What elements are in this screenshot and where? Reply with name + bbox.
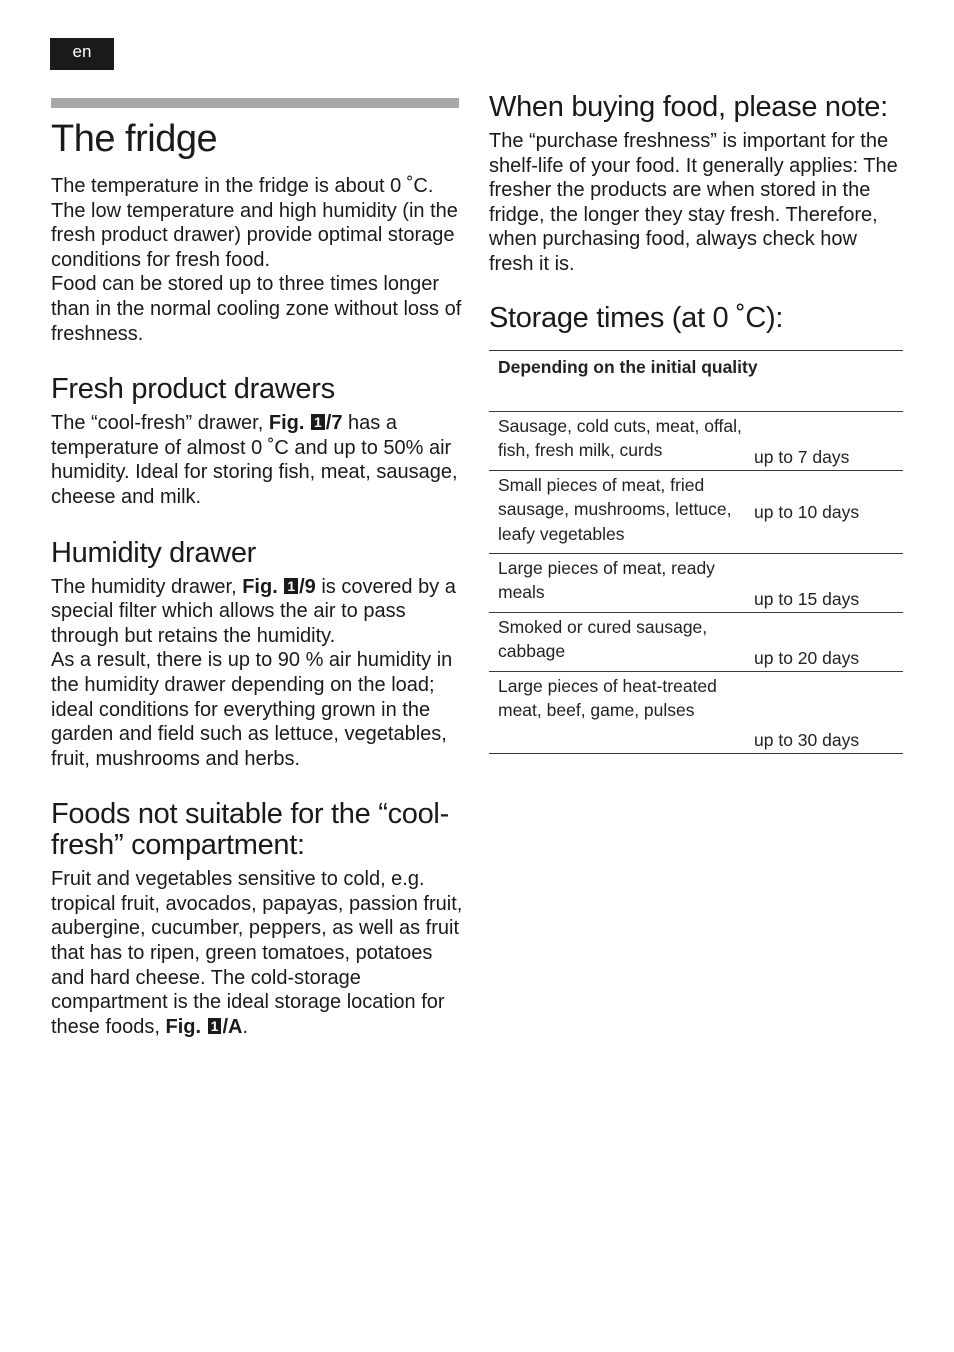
left-column <box>51 116 463 1039</box>
section-rule <box>51 98 459 108</box>
food-cell: Large pieces of meat, ready meals <box>498 557 715 603</box>
fresh-product-text <box>51 411 463 509</box>
table-row <box>489 553 903 612</box>
table-header-row <box>489 350 903 411</box>
days-cell: up to 10 days <box>754 502 860 523</box>
fig-label: Fig. <box>268 412 305 435</box>
table-row <box>489 470 903 553</box>
humidity-text <box>51 575 463 649</box>
days-cell: up to 20 days <box>754 648 860 669</box>
fig-label: Fig. <box>242 575 278 598</box>
food-cell: Sausage, cold cuts, meat, offal, fish, fresh milk, curds <box>498 415 742 461</box>
text-run: Fruit and vegetables sensitive to cold, e.g. tropical fruit, avocados, papayas, passion fruit, aubergine, cucumber, peppers, as well as fruit that has to ripen, green tomatoes, potatoes and hard cheese. The cold-storage compartment is the ideal storage location for these foods, <box>51 868 463 1038</box>
text-run: The “cool-fresh” drawer, <box>51 412 269 435</box>
days-cell: up to 30 days <box>754 730 860 751</box>
right-column <box>489 92 903 754</box>
fig-reference: /A <box>222 1015 243 1038</box>
food-cell: Large pieces of heat-treated meat, beef, game, pulses <box>498 675 717 721</box>
not-suitable-text <box>51 867 463 1039</box>
humidity-heading: Humidity drawer <box>51 536 256 569</box>
fresh-product-section <box>51 374 463 509</box>
text-run: is covered by a special filter which allows the air to pass through but retains the humidity. <box>51 575 456 647</box>
table-header-cell: Depending on the initial quality <box>498 356 758 377</box>
food-cell: Smoked or cured sausage, cabbage <box>498 616 708 662</box>
fig-reference: /9 <box>299 575 316 598</box>
humidity-section <box>51 538 463 772</box>
fig-label: Fig. <box>165 1015 202 1038</box>
text-run: has a temperature of almost 0 ˚C and up to 50% air humidity. Ideal for storing fish, meat, sausage, cheese and milk. <box>51 412 458 508</box>
table-row <box>489 612 903 671</box>
intro-paragraph: The temperature in the fridge is about 0 ˚C. The low temperature and high humidity (in the fresh product drawer) provide optimal storage conditions for fresh food. <box>51 175 458 271</box>
text-run: . <box>242 1015 248 1038</box>
table-row <box>489 671 903 753</box>
intro-paragraph-2: Food can be stored up to three times longer than in the normal cooling zone without loss of freshness. <box>51 273 462 345</box>
food-cell: Small pieces of meat, fried sausage, mushrooms, lettuce, leafy vegetables <box>498 474 732 544</box>
figure-number-badge: 1 <box>311 414 325 430</box>
language-tab: en <box>50 38 114 70</box>
days-cell: up to 7 days <box>754 447 850 468</box>
humidity-text-2: As a result, there is up to 90 % air humidity in the humidity drawer depending on the load; ideal conditions for everything grown in the garden and field such as lettuce, vegetables, fruit, mushrooms and herbs. <box>51 649 453 770</box>
text-run: The humidity drawer, <box>51 575 243 598</box>
figure-number-badge: 1 <box>284 578 298 594</box>
storage-times-heading: Storage times (at 0 ˚C): <box>489 301 784 334</box>
days-cell: up to 15 days <box>754 589 860 610</box>
table-row <box>489 411 903 470</box>
storage-times-table <box>489 350 903 754</box>
fresh-product-heading: Fresh product drawers <box>51 373 335 406</box>
buying-text: The “purchase freshness” is important for the shelf-life of your food. It generally applies: The fresher the products are when stored in the fridge, the longer they stay fresh. Therefore, when purchasing food, always check how fresh it is. <box>489 130 898 275</box>
figure-number-badge: 1 <box>208 1018 222 1034</box>
page-title: The fridge <box>51 118 218 160</box>
not-suitable-section <box>51 799 463 1039</box>
fig-reference: /7 <box>325 412 343 435</box>
buying-heading: When buying food, please note: <box>489 91 888 123</box>
not-suitable-heading: Foods not suitable for the “cool-fresh” compartment: <box>51 798 449 862</box>
